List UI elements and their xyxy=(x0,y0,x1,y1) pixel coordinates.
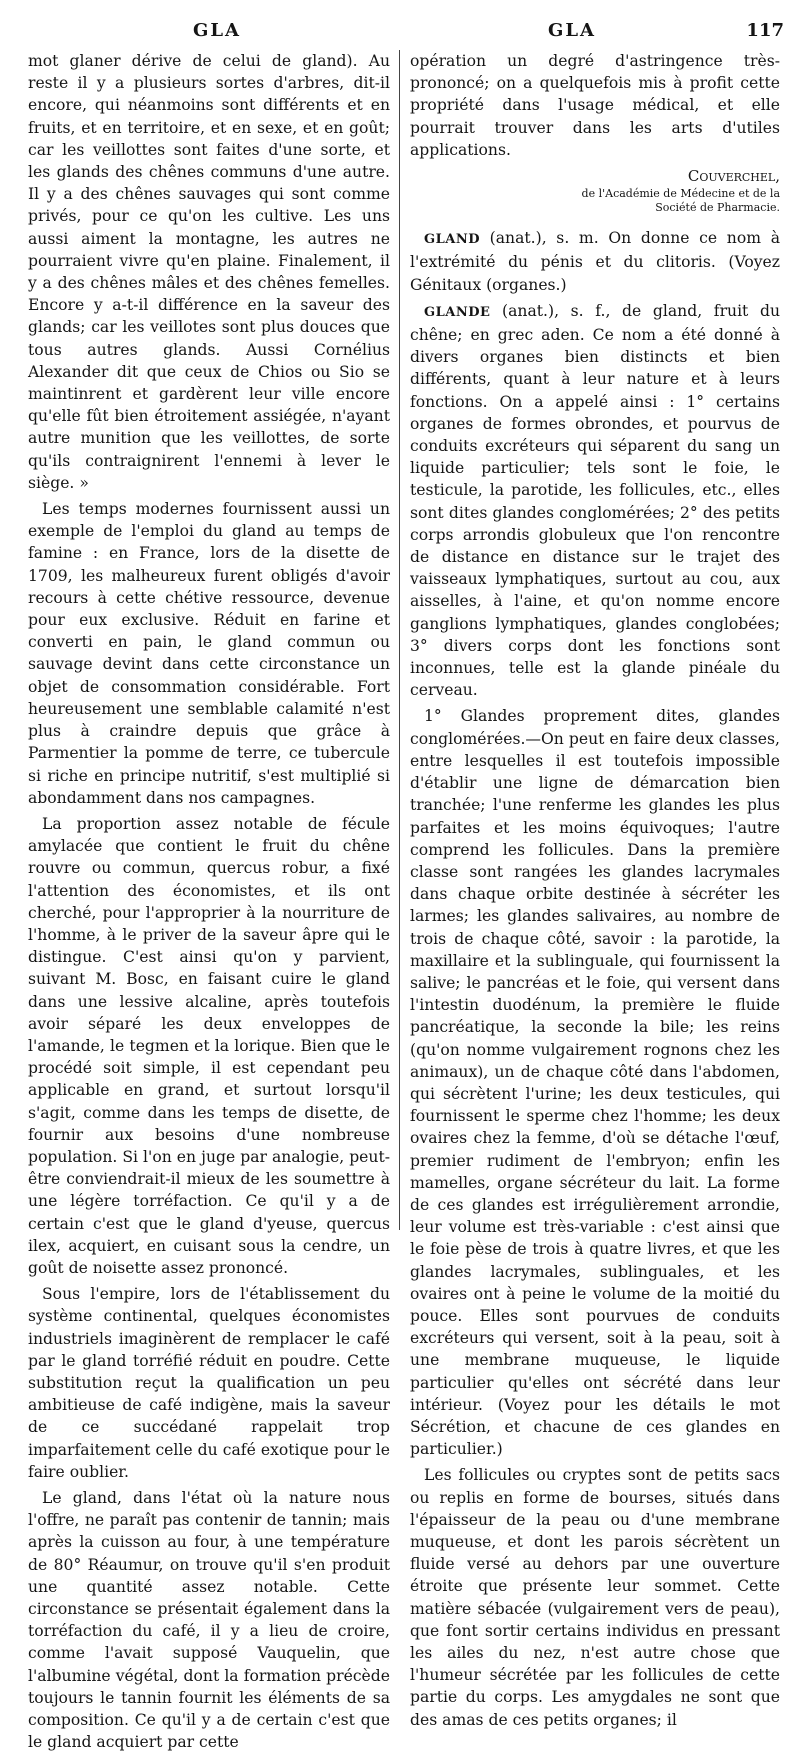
left-column xyxy=(28,50,390,1757)
affiliation-line: de l'Académie de Médecine et de la xyxy=(581,187,780,201)
column-divider xyxy=(399,50,400,1230)
entry-text: (anat.), s. f., de gland, fruit du chêne; en grec aden. Ce nom a été donné à divers organes bien distincts et bien différents, quant à leur nature et à leurs fonctions. On a appelé ainsi : 1° certains organes de formes obrondes, et pourvus de conduits excréteurs qui séparent du sang un liquide particulier; tels sont le foie, le testicule, la parotide, les follicules, etc., elles sont dites glandes conglomérées; 2° des petits corps arrondis globuleux que l'on rencontre de distance en distance sur le trajet des vaisseaux lymphatiques, surtout au cou, aux aisselles, à l'aine, et qu'on nomme encore ganglions lymphatiques, glandes conglobées; 3° divers corps dont les fonctions sont inconnues, telle est la glande pinéale du cerveau. xyxy=(410,301,780,700)
affiliation-line: Société de Pharmacie. xyxy=(655,201,780,215)
paragraph: 1° Glandes proprement dites, glandes conglomérées.—On peut en faire deux classes, entre lesquelles il est toutefois impossible d'établir une ligne de démarcation bien tranchée; l'une renferme les glandes les plus parfaites et les moins équivoques; l'autre comprend les follicules. Dans la première classe sont rangées les glandes lacrymales dans chaque orbite destinée à sécréter les larmes; les glandes salivaires, au nombre de trois de chaque côté, savoir : la parotide, la maxillaire et la sublinguale, qui fournissent la salive; le pancréas et le foie, qui versent dans l'intestin duodénum, la première le fluide pancréatique, la seconde la bile; les reins (qu'on nomme vulgairement rognons chez les animaux), un de chaque côté dans l'abdomen, qui sécrètent l'urine; les deux testicules, qui fournissent le sperme chez l'homme; les deux ovaires chez la femme, d'où se détache l'œuf, premier rudiment de l'embryon; enfin les mamelles, organe sécréteur du lait. La forme de ces glandes est irrégulièrement arrondie, leur volume est très-variable : c'est ainsi que le foie pèse de trois à quatre livres, et que les glandes lacrymales, sublinguales, et les ovaires ont à peine le volume de la moitié du pouce. Elles sont pourvues de conduits excréteurs qui versent, soit à la peau, soit à une membrane muqueuse, le liquide particulier qu'elles ont sécrété dans leur intérieur. (Voyez pour les détails le mot Sécrétion, et chacune de ces glandes en particulier.) xyxy=(410,707,780,1459)
author-signature: Couverchel, xyxy=(687,167,780,186)
page-number: 117 xyxy=(746,20,784,41)
paragraph: Le gland, dans l'état où la nature nous l'offre, ne paraît pas contenir de tannin; mais après la cuisson au four, à une température de 80° Réaumur, on trouve qu'il s'en produit une quantité assez notable. Cette circonstance se présentait également dans la torréfaction du café, il y a lieu de croire, comme l'avait supposé Vauquelin, que l'albumine végétal, dont la formation précède toujours le tannin fournit les éléments de sa composition. Ce qu'il y a de certain c'est que le gland acquiert par cette xyxy=(28,1489,390,1752)
dictionary-entry-glande xyxy=(410,300,780,702)
paragraph: Les temps modernes fournissent aussi un exemple de l'emploi du gland au temps de famine : en France, lors de la disette de 1709, les malheureux furent obligés d'avoir recours à cette chétive ressource, devenue pour eux exclusive. Réduit en farine et converti en pain, le gland commun ou sauvage devint dans cette circonstance un objet de consommation considérable. Fort heureusement une semblable calamité n'est plus à craindre depuis que grâce à Parmentier la pomme de terre, ce tubercule si riche en principe nutritif, s'est multiplié si abondamment dans nos campagnes. xyxy=(28,500,390,807)
running-header xyxy=(28,20,784,46)
entry-text: (anat.), s. m. On donne ce nom à l'extrémité du pénis et du clitoris. (Voyez Génitaux (organes.) xyxy=(410,229,780,294)
right-column xyxy=(410,50,780,1735)
paragraph: La proportion assez notable de fécule amylacée que contient le fruit du chêne rouvre ou commun, quercus robur, a fixé l'attention des économistes, et ils ont cherché, pour l'approprier à la nourriture de l'homme, à le priver de la saveur âpre qui le distingue. C'est ainsi qu'on y parvient, suivant M. Bosc, en faisant cuire le gland dans une lessive alcaline, après toutefois avoir séparé les deux enveloppes de l'amande, le tegmen et la lorique. Bien que le procédé soit simple, il est cependant peu applicable en grand, et surtout lorsqu'il s'agit, comme dans les temps de disette, de fournir aux besoins d'une nombreuse population. Si l'on en juge par analogie, peut-être conviendrait-il mieux de les soumettre à une légère torréfaction. Ce qu'il y a de certain c'est que le gland d'yeuse, quercus ilex, acquiert, en cuisant sous la cendre, un goût de noisette assez prononcé. xyxy=(28,814,390,1277)
entry-term: GLANDE xyxy=(424,304,491,320)
paragraph: opération un degré d'astringence très-prononcé; on a quelquefois mis à profit cette propriété dans l'usage médical, et elle pourrait trouver dans les arts d'utiles applications. xyxy=(410,52,780,159)
dictionary-entry-gland xyxy=(410,227,780,296)
author-affiliation xyxy=(410,187,780,215)
header-right-keyword: GLA xyxy=(548,20,596,41)
entry-term: GLAND xyxy=(424,232,480,248)
header-left-keyword: GLA xyxy=(193,20,241,41)
paragraph: mot glaner dérive de celui de gland). Au reste il y a plusieurs sortes d'arbres, dit-il encore, qui néanmoins sont différents et en fruits, et en territoire, et en sexe, et en goût; car les veillottes sont faites d'une sorte, et les glands des chênes communs d'une autre. Il y a des chênes sauvages qui sont comme privés, pour ce qu'on les cultive. Les uns aussi aiment la montagne, les autres ne pourraient vivre qu'en plaine. Finalement, il y a des chênes mâles et des chênes femelles. Encore y a-t-il différence en la saveur des glands; car les veillotes sont plus douces que tous autres glands. Aussi Cornélius Alexander dit que ceux de Chios ou Sio se maintinrent et gardèrent leur ville encore qu'elle fût bien étroitement assiégée, n'ayant autre munition que les veillottes, de sorte qu'ils contraignirent l'ennemi à lever le siège. » xyxy=(28,52,390,492)
paragraph: Sous l'empire, lors de l'établissement du système continental, quelques économistes industriels imaginèrent de remplacer le café par le gland torréfié réduit en poudre. Cette substitution reçut la qualification un peu ambitieuse de café indigène, mais la saveur de ce succédané rappelait trop imparfaitement celle du café exotique pour le faire oublier. xyxy=(28,1285,390,1481)
paragraph: Les follicules ou cryptes sont de petits sacs ou replis en forme de bourses, situés dans l'épaisseur de la peau ou d'une membrane muqueuse, et dont les parois sécrètent un fluide versé au dehors par une ouverture étroite que présente leur sommet. Cette matière sébacée (vulgairement vers de peau), que font sortir certains individus en pressant les ailes du nez, n'est autre chose que l'humeur sécrétée par les follicules de cette partie du corps. Les amygdales ne sont que des amas de ces petits organes; il xyxy=(410,1466,780,1729)
